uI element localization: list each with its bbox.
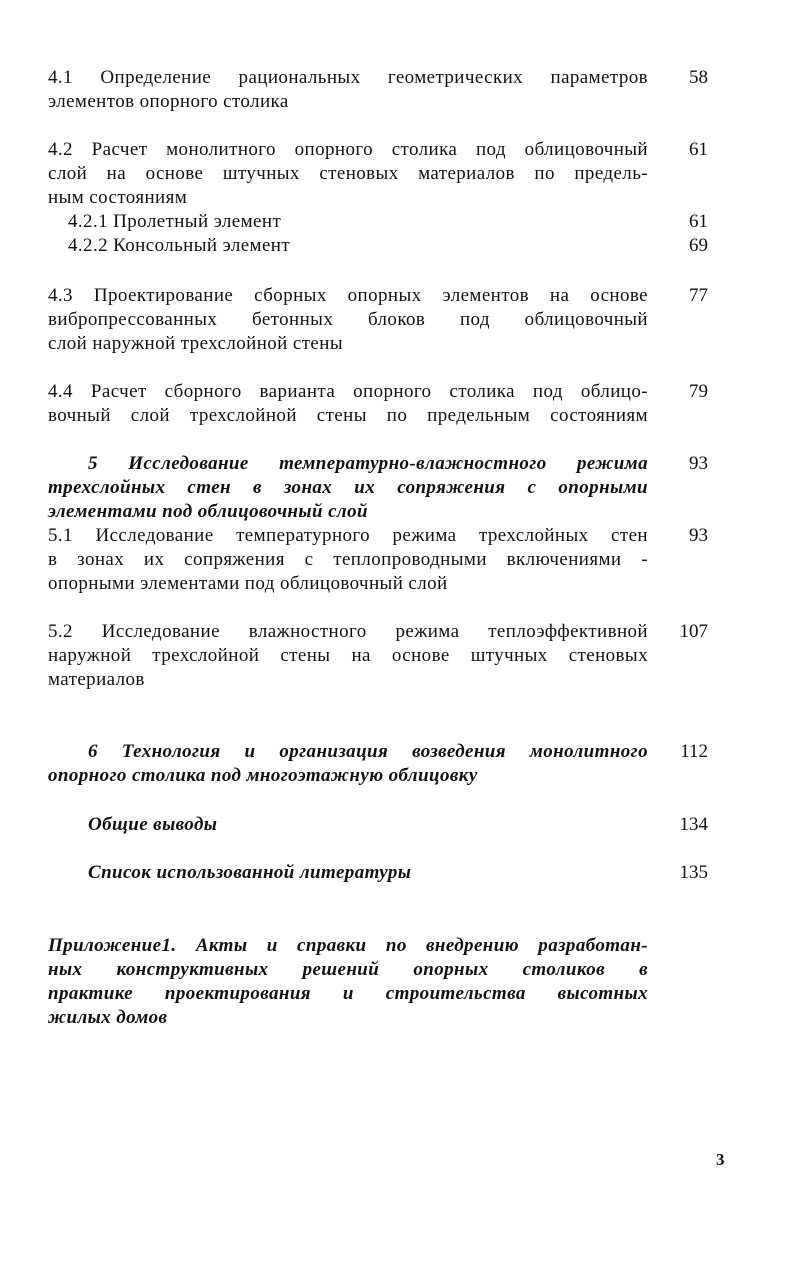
toc-entry-title	[48, 524, 648, 596]
toc-line: трехслойных стен в зонах их сопряжения с опорными	[48, 477, 648, 498]
toc-line: ных конструктивных решений опорных столиков в	[48, 959, 648, 980]
toc-line: элементов опорного столика	[48, 91, 289, 112]
toc-line: 5.2 Исследование влажностного режима теплоэффективной	[48, 621, 648, 642]
toc-entry-title	[48, 740, 648, 788]
toc-page-number: 61	[689, 139, 708, 160]
toc-entry-title	[48, 66, 648, 114]
toc-page-number: 61	[689, 211, 708, 232]
toc-page-number: 107	[679, 621, 708, 642]
toc-line: 4.2.1 Пролетный элемент	[68, 211, 282, 232]
toc-entry-title	[48, 284, 648, 356]
toc-line: 4.1 Определение рациональных геометрических параметров	[48, 67, 648, 88]
toc-entry-title	[48, 620, 648, 692]
toc-line: жилых домов	[48, 1007, 168, 1028]
toc-entry-title	[48, 138, 648, 210]
toc-page-number: 93	[689, 525, 708, 546]
toc-page-number: 112	[680, 741, 708, 762]
toc-line: Общие выводы	[88, 814, 218, 835]
toc-line: Список использованной литературы	[88, 862, 412, 883]
toc-page-number: 77	[689, 285, 708, 306]
toc-line: вибропрессованных бетонных блоков под облицовочный	[48, 309, 648, 330]
toc-line: 4.2.2 Консольный элемент	[68, 235, 291, 256]
toc-line: опорными элементами под облицовочный слой	[48, 573, 448, 594]
toc-entry-title	[48, 452, 648, 524]
toc-line: материалов	[48, 669, 145, 690]
toc-page-number: 58	[689, 67, 708, 88]
toc-line: элементами под облицовочный слой	[48, 501, 368, 522]
toc-line: ным состояниям	[48, 187, 188, 208]
toc-line: слой на основе штучных стеновых материалов по предель-	[48, 163, 648, 184]
toc-line: 4.3 Проектирование сборных опорных элементов на основе	[48, 285, 648, 306]
toc-line: 6 Технология и организация возведения монолитного	[88, 741, 648, 762]
toc-line: вочный слой трехслойной стены по предельным состояниям	[48, 405, 648, 426]
toc-entry-title	[48, 934, 648, 1030]
toc-line: практике проектирования и строительства высотных	[48, 983, 648, 1004]
toc-line: слой наружной трехслойной стены	[48, 333, 343, 354]
page-number: 3	[716, 1150, 725, 1169]
toc-entry-title	[48, 861, 688, 885]
toc-line: опорного столика под многоэтажную облицовку	[48, 765, 478, 786]
toc-line: 4.2 Расчет монолитного опорного столика под облицовочный	[48, 139, 648, 160]
toc-page-number: 135	[679, 862, 708, 883]
toc-page-number: 93	[689, 453, 708, 474]
toc-line: в зонах их сопряжения с теплопроводными включениями -	[48, 549, 648, 570]
toc-entry-title	[68, 234, 648, 258]
toc-line: 4.4 Расчет сборного варианта опорного столика под облицо-	[48, 381, 648, 402]
toc-line: 5 Исследование температурно-влажностного режима	[88, 453, 648, 474]
toc-line: 5.1 Исследование температурного режима трехслойных стен	[48, 525, 648, 546]
toc-line: Приложение1. Акты и справки по внедрению разработан-	[48, 935, 648, 956]
toc-entry-title	[48, 813, 688, 837]
toc-entry-title	[68, 210, 648, 234]
toc-page-number: 79	[689, 381, 708, 402]
toc-page-number: 69	[689, 235, 708, 256]
toc-entry-title	[48, 380, 648, 428]
toc-line: наружной трехслойной стены на основе штучных стеновых	[48, 645, 648, 666]
toc-page-number: 134	[679, 814, 708, 835]
